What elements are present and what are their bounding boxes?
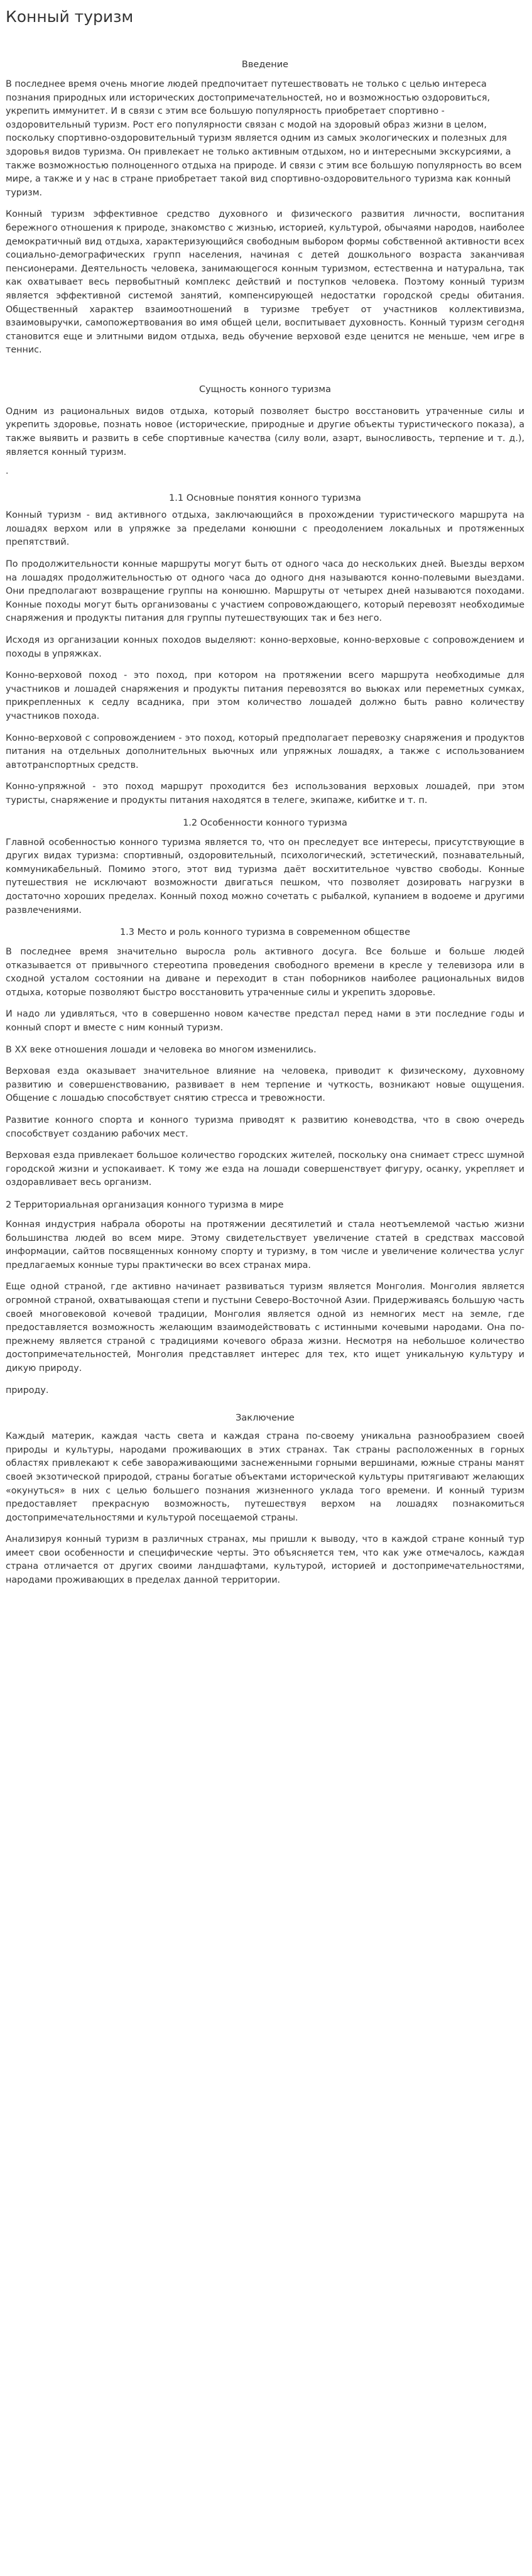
heading-section-2: 2 Территориальная организация конного туризма в мире [6, 1200, 284, 1210]
stray-dot: . [6, 466, 9, 477]
document-title: Конный туризм [6, 8, 134, 26]
s13-paragraph-4: Верховая езда оказывает значительное влияние на человека, приводит к физическому, духовному развитию и совершенствованию, развивает в нем терпение и чуткость, возникают новые ощущения. Общение с лошадью способствует снятию стресса и тревожности. [6, 1066, 524, 1104]
s11-paragraph-5: Конно-верховой с сопровождением - это поход, который предполагает перевозку снаряжения и продуктов питания на отдельных дополнительных вьючных или упряжных лошадях, а также с использованием автотранспортных средств. [6, 733, 524, 770]
conclusion-paragraph-2: Анализируя конный туризм в различных странах, мы пришли к выводу, что в каждой стране конный тур имеет свои особенности и специфические черты. Это объясняется тем, что как уже отмечалось, каждая страна отличается от других своими ландшафтами, культурой, историей и достопримечательностями, народами проживающих в пределах данной территории. [6, 1534, 524, 1586]
intro-paragraph-1: В последнее время очень многие людей предпочитает путешествовать не только с целью интереса познания природных или исторических достопримечательностей, но и возможностью оздоровиться, укрепить иммунитет. И в связи с этим все большую популярность приобретает спортивно - оздоровительный туризм. Рост его популярности связан с модой на здоровый образ жизни в целом, поскольку спортивно-оздоровительный туризм является одним из самых экологических и полезных для здоровья видов туризма. Он привлекает не только активным отдыхом, но и интересными экскурсиями, а также возможностью полноценного отдыха на природе. И связи с этим все большую популярность во всем мире, а также и у нас в стране приобретает такой вид спортивно-оздоровительного туризма как конный туризм. [6, 79, 522, 198]
s11-paragraph-3: Исходя из организации конных походов выделяют: конно-верховые, конно-верховые с сопровождением и походы в упряжках. [6, 635, 524, 659]
heading-section-1-2: 1.2 Особенности конного туризма [183, 817, 347, 828]
heading-introduction: Введение [241, 60, 289, 70]
s2-paragraph-1: Конная индустрия набрала обороты на протяжении десятилетий и стала неотъемлемой частью жизни большинства людей во всем мире. Этому свидетельствует увеличение статей в средствах массовой информации, сайтов посвященных конному спорту и туризму, в том числе и увеличение количества услуг предлагаемых конные туры практически во всех странах мира. [6, 1220, 524, 1270]
s13-paragraph-3: В XX веке отношения лошади и человека во многом изменились. [6, 1044, 317, 1055]
intro-paragraph-2: Конный туризм эффективное средство духовного и физического развития личности, воспитания бережного отношения к природе, знакомство с жизнью, историей, культурой, обычаями народов, наиболее демократичный вид отдыха, характеризующийся свободным выбором формы собственной активности всех социально-демографических групп населения, начиная с детей дошкольного возраста заканчивая пенсионерами. Деятельность человека, занимающегося конным туризмом, естественна и натуральна, так как охватывает весь первобытный комплекс действий и поступков человека. Поэтому конный туризм является эффективной системой занятий, компенсирующей недостатки городской среды обитания. Общественный характер взаимоотношений в туризме требует от участников коллективизма, взаимовыручки, самопожертвования во имя общей цели, воспитывает духовность. Конный туризм сегодня становится еще и элитными видом отдыха, ведь обучение верховой езде ценится не меньше, чем игре в теннис. [6, 209, 524, 356]
s11-paragraph-2: По продолжительности конные маршруты могут быть от одного часа до нескольких дней. Выезды верхом на лошадях продолжительностью от одного часа до одного дня называются конно-полевыми выездами. Они предполагают возвращение группы на конюшню. Маршруты от четырех дней называются походами. Конные походы могут быть организованы с участием сопровождающего, который перевозят необходимые снаряжения и продукты питания для группы путешествующих так и без него. [6, 559, 524, 624]
s13-paragraph-1: В последнее время значительно выросла роль активного досуга. Все больше и больше людей отказывается от привычного стереотипа проведения свободного времени в кресле у телевизора или в сходной усталом состоянии на диване и переходит в стан поборников наиболее рациональных видов отдыха, которые позволяют быстро восстановить утраченные силы и укрепить здоровье. [6, 947, 524, 998]
heading-section-1-1: 1.1 Основные понятия конного туризма [169, 493, 361, 504]
heading-essence: Сущность конного туризма [198, 384, 332, 395]
s11-paragraph-6: Конно-упряжной - это поход маршрут проходится без использования верховых лошадей, при этом туристы, снаряжение и продукты питания находятся в телеге, экипаже, кибитке и т. п. [6, 782, 524, 805]
essence-paragraph-1: Одним из рациональных видов отдыха, который позволяет быстро восстановить утраченные силы и укрепить здоровье, познать новое (исторические, природные и другие объекты туристического показа), а также выявить и развить в себе спортивные качества (силу воли, азарт, выносливость, терпение и т. д.), является конный туризм. [6, 406, 524, 457]
s11-paragraph-1: Конный туризм - вид активного отдыха, заключающийся в прохождении туристического маршрута на лошадях верхом или в упряжке за пределами конюшни с преодолением локальных и протяженных препятствий. [6, 510, 524, 548]
heading-conclusion: Заключение [236, 1413, 295, 1424]
s13-paragraph-6: Верховая езда привлекает большое количество городских жителей, поскольку она снимает стресс шумной городской жизни и успокаивает. К тому же езда на лошади совершенствует фигуру, осанку, укрепляет и оздоравливает весь организм. [6, 1150, 524, 1188]
s12-paragraph-1: Главной особенностью конного туризма является то, что он преследует все интересы, присутствующие в других видах туризма: спортивный, оздоровительный, психологический, эстетический, познавательный, коммуникабельный. Помимо этого, этот вид туризма даёт восхитительное чувство свободы. Конные путешествия не исключают возможности двигаться пешком, что позволяет дозировать нагрузки в достаточно хороших пределах. Конный поход можно сочетать с рыбалкой, купанием в водоеме и другими развлечениями. [6, 837, 524, 915]
s13-paragraph-5: Развитие конного спорта и конного туризма приводят к развитию коневодства, что в свою очередь способствует созданию рабочих мест. [6, 1115, 524, 1139]
heading-section-1-3: 1.3 Место и роль конного туризма в современном обществе [119, 927, 411, 938]
s2-paragraph-3: природу. [6, 1385, 49, 1395]
s2-paragraph-2: Еще одной страной, где активно начинает развиваться туризм является Монголия. Монголия является огромной страной, охватывающая степи и пустыни Северо-Восточной Азии. Придерживаясь большую часть своей многовековой кочевой традиции, Монголия является одной из немногих мест на земле, где предоставляется возможность желающим взаимодействовать с истинными кочевыми народами. Она по-прежнему является страной с традициями кочевого образа жизни. Несмотря на небольшое количество достопримечательностей, Монголия представляет интерес для тех, кто ищет уникальную культуру и дикую природу. [6, 1282, 524, 1373]
conclusion-paragraph-1: Каждый материк, каждая часть света и каждая страна по-своему уникальна разнообразием своей природы и культуры, народами проживающих в этих странах. Так страны расположенных в горных областях привлекают к себе завораживающими заснеженными горными вершинами, южные страны манят своей экзотической природой, страны богатые объектами исторической культуры притягивают желающих «окунуться» в них с целью большего познания жизненного уклада того времени. И конный туризм предоставляет прекрасную возможность, путешествуя верхом на лошадях познакомиться достопримечательностями и культурой посещаемой страны. [6, 1431, 524, 1523]
s13-paragraph-2: И надо ли удивляться, что в совершенно новом качестве предстал перед нами в эти последние годы и конный спорт и вместе с ним конный туризм. [6, 1009, 524, 1034]
s11-paragraph-4: Конно-верховой поход - это поход, при котором на протяжении всего маршрута необходимые для участников и лошадей снаряжения и продукты питания перевозятся во вьюках или переметных сумках, прикрепленных к седлу всадника, при этом количество лошадей должно быть равно количеству участников похода. [6, 670, 524, 721]
